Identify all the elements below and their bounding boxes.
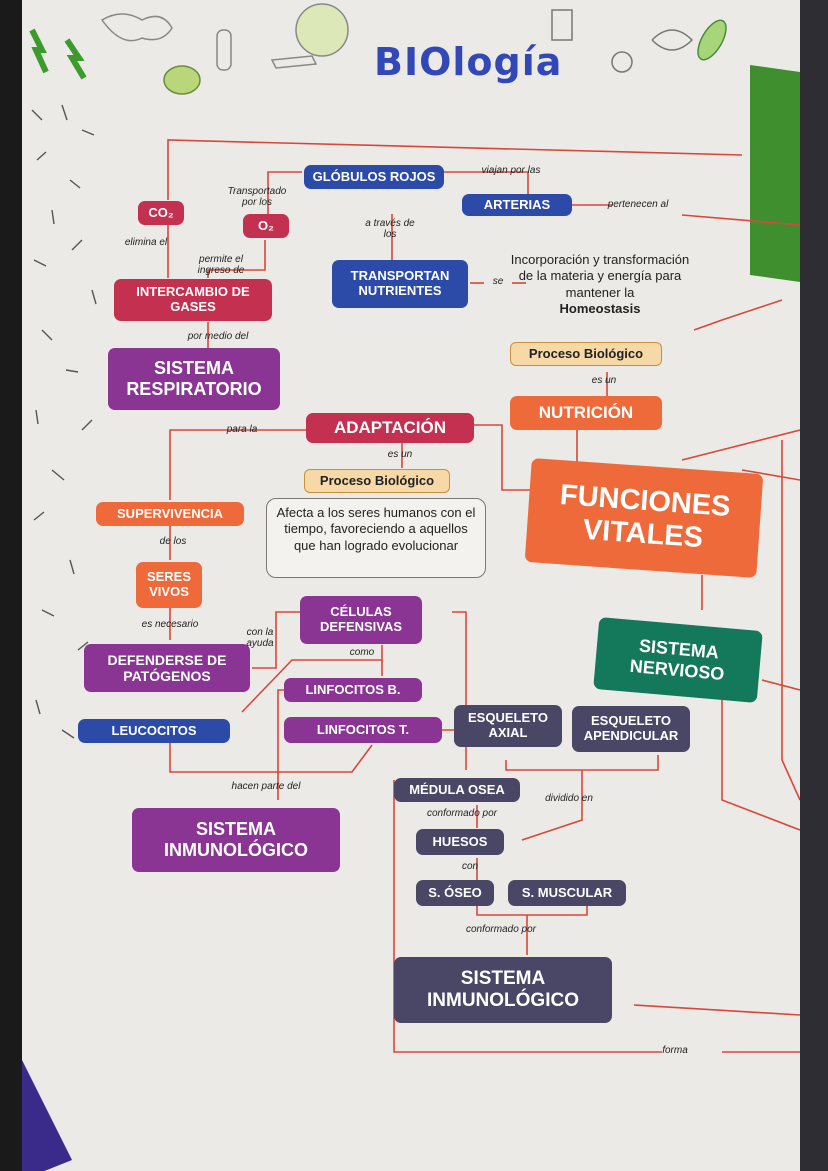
label-como: como: [349, 647, 375, 658]
arterias-node: ARTERIAS: [462, 194, 572, 216]
s-muscular-node: S. MUSCULAR: [508, 880, 626, 906]
intercambio-gases-node: INTERCAMBIO DE GASES: [114, 279, 272, 321]
label-pertenecen-al: pertenecen al: [607, 199, 669, 210]
sistema-inmunologico-node-2: SISTEMA INMUNOLÓGICO: [394, 957, 612, 1023]
celulas-defensivas-node: CÉLULAS DEFENSIVAS: [300, 596, 422, 644]
label-con-la-ayuda: con la ayuda: [246, 627, 274, 649]
label-para-la: para la: [226, 424, 258, 435]
label-con: con: [461, 861, 479, 872]
proceso-biologico-label-adaptacion: Proceso Biológico: [304, 469, 450, 493]
adaptacion-node: ADAPTACIÓN: [306, 413, 474, 443]
s-oseo-node: S. ÓSEO: [416, 880, 494, 906]
sistema-nervioso-node: SISTEMA NERVIOSO: [593, 617, 763, 703]
globulos-rojos-node: GLÓBULOS ROJOS: [304, 165, 444, 189]
o2-node: O₂: [243, 214, 289, 238]
label-hacen-parte-del: hacen parte del: [231, 781, 301, 792]
supervivencia-node: SUPERVIVENCIA: [96, 502, 244, 526]
adaptacion-description: Afecta a los seres humanos con el tiempo, favoreciendo a aquellos que han logrado evolucionar: [266, 498, 486, 578]
label-a-traves-de-los: a través de los: [365, 218, 415, 240]
label-por-medio-del: por medio del: [187, 331, 249, 342]
textbook-page: [22, 0, 800, 1171]
sistema-inmunologico-node-1: SISTEMA INMUNOLÓGICO: [132, 808, 340, 872]
nutricion-node: NUTRICIÓN: [510, 396, 662, 430]
proceso-biologico-label-nutricion: Proceso Biológico: [510, 342, 662, 366]
defenderse-patogenos-node: DEFENDERSE DE PATÓGENOS: [84, 644, 250, 692]
seres-vivos-node: SERES VIVOS: [136, 562, 202, 608]
label-conformado-por-huesos: conformado por: [426, 808, 498, 819]
label-es-necesario: es necesario: [141, 619, 199, 630]
leucocitos-node: LEUCOCITOS: [78, 719, 230, 743]
homeostasis-description-text: Incorporación y transformación de la materia y energía para mantener la: [510, 252, 690, 300]
homeostasis-term: Homeostasis: [559, 300, 641, 316]
co2-node: CO₂: [138, 201, 184, 225]
transportan-nutrientes-node: TRANSPORTAN NUTRIENTES: [332, 260, 468, 308]
medula-osea-node: MÉDULA OSEA: [394, 778, 520, 802]
esqueleto-axial-node: ESQUELETO AXIAL: [454, 705, 562, 747]
homeostasis-description: [510, 252, 690, 317]
label-de-los: de los: [159, 536, 187, 547]
label-forma: forma: [662, 1045, 688, 1056]
funciones-vitales-node: FUNCIONES VITALES: [525, 458, 764, 578]
label-transportado-por-los: Transportado por los: [227, 186, 287, 208]
linfocitos-t-node: LINFOCITOS T.: [284, 717, 442, 743]
label-se: se: [492, 276, 504, 287]
huesos-node: HUESOS: [416, 829, 504, 855]
page-corner-decoration: [22, 1060, 82, 1171]
label-dividido-en: dividido en: [545, 793, 593, 804]
label-es-un-adaptacion: es un: [387, 449, 413, 460]
page-title: BIOlogía: [374, 40, 563, 84]
label-conformado-por-sistema: conformado por: [465, 924, 537, 935]
label-es-un-nutricion: es un: [591, 375, 617, 386]
linfocitos-b-node: LINFOCITOS B.: [284, 678, 422, 702]
sistema-respiratorio-node: SISTEMA RESPIRATORIO: [108, 348, 280, 410]
label-viajan-por-las: viajan por las: [481, 165, 541, 176]
esqueleto-apendicular-node: ESQUELETO APENDICULAR: [572, 706, 690, 752]
label-elimina-el: elimina el: [124, 237, 168, 248]
label-permite-el-ingreso-de: permite el ingreso de: [197, 254, 245, 276]
